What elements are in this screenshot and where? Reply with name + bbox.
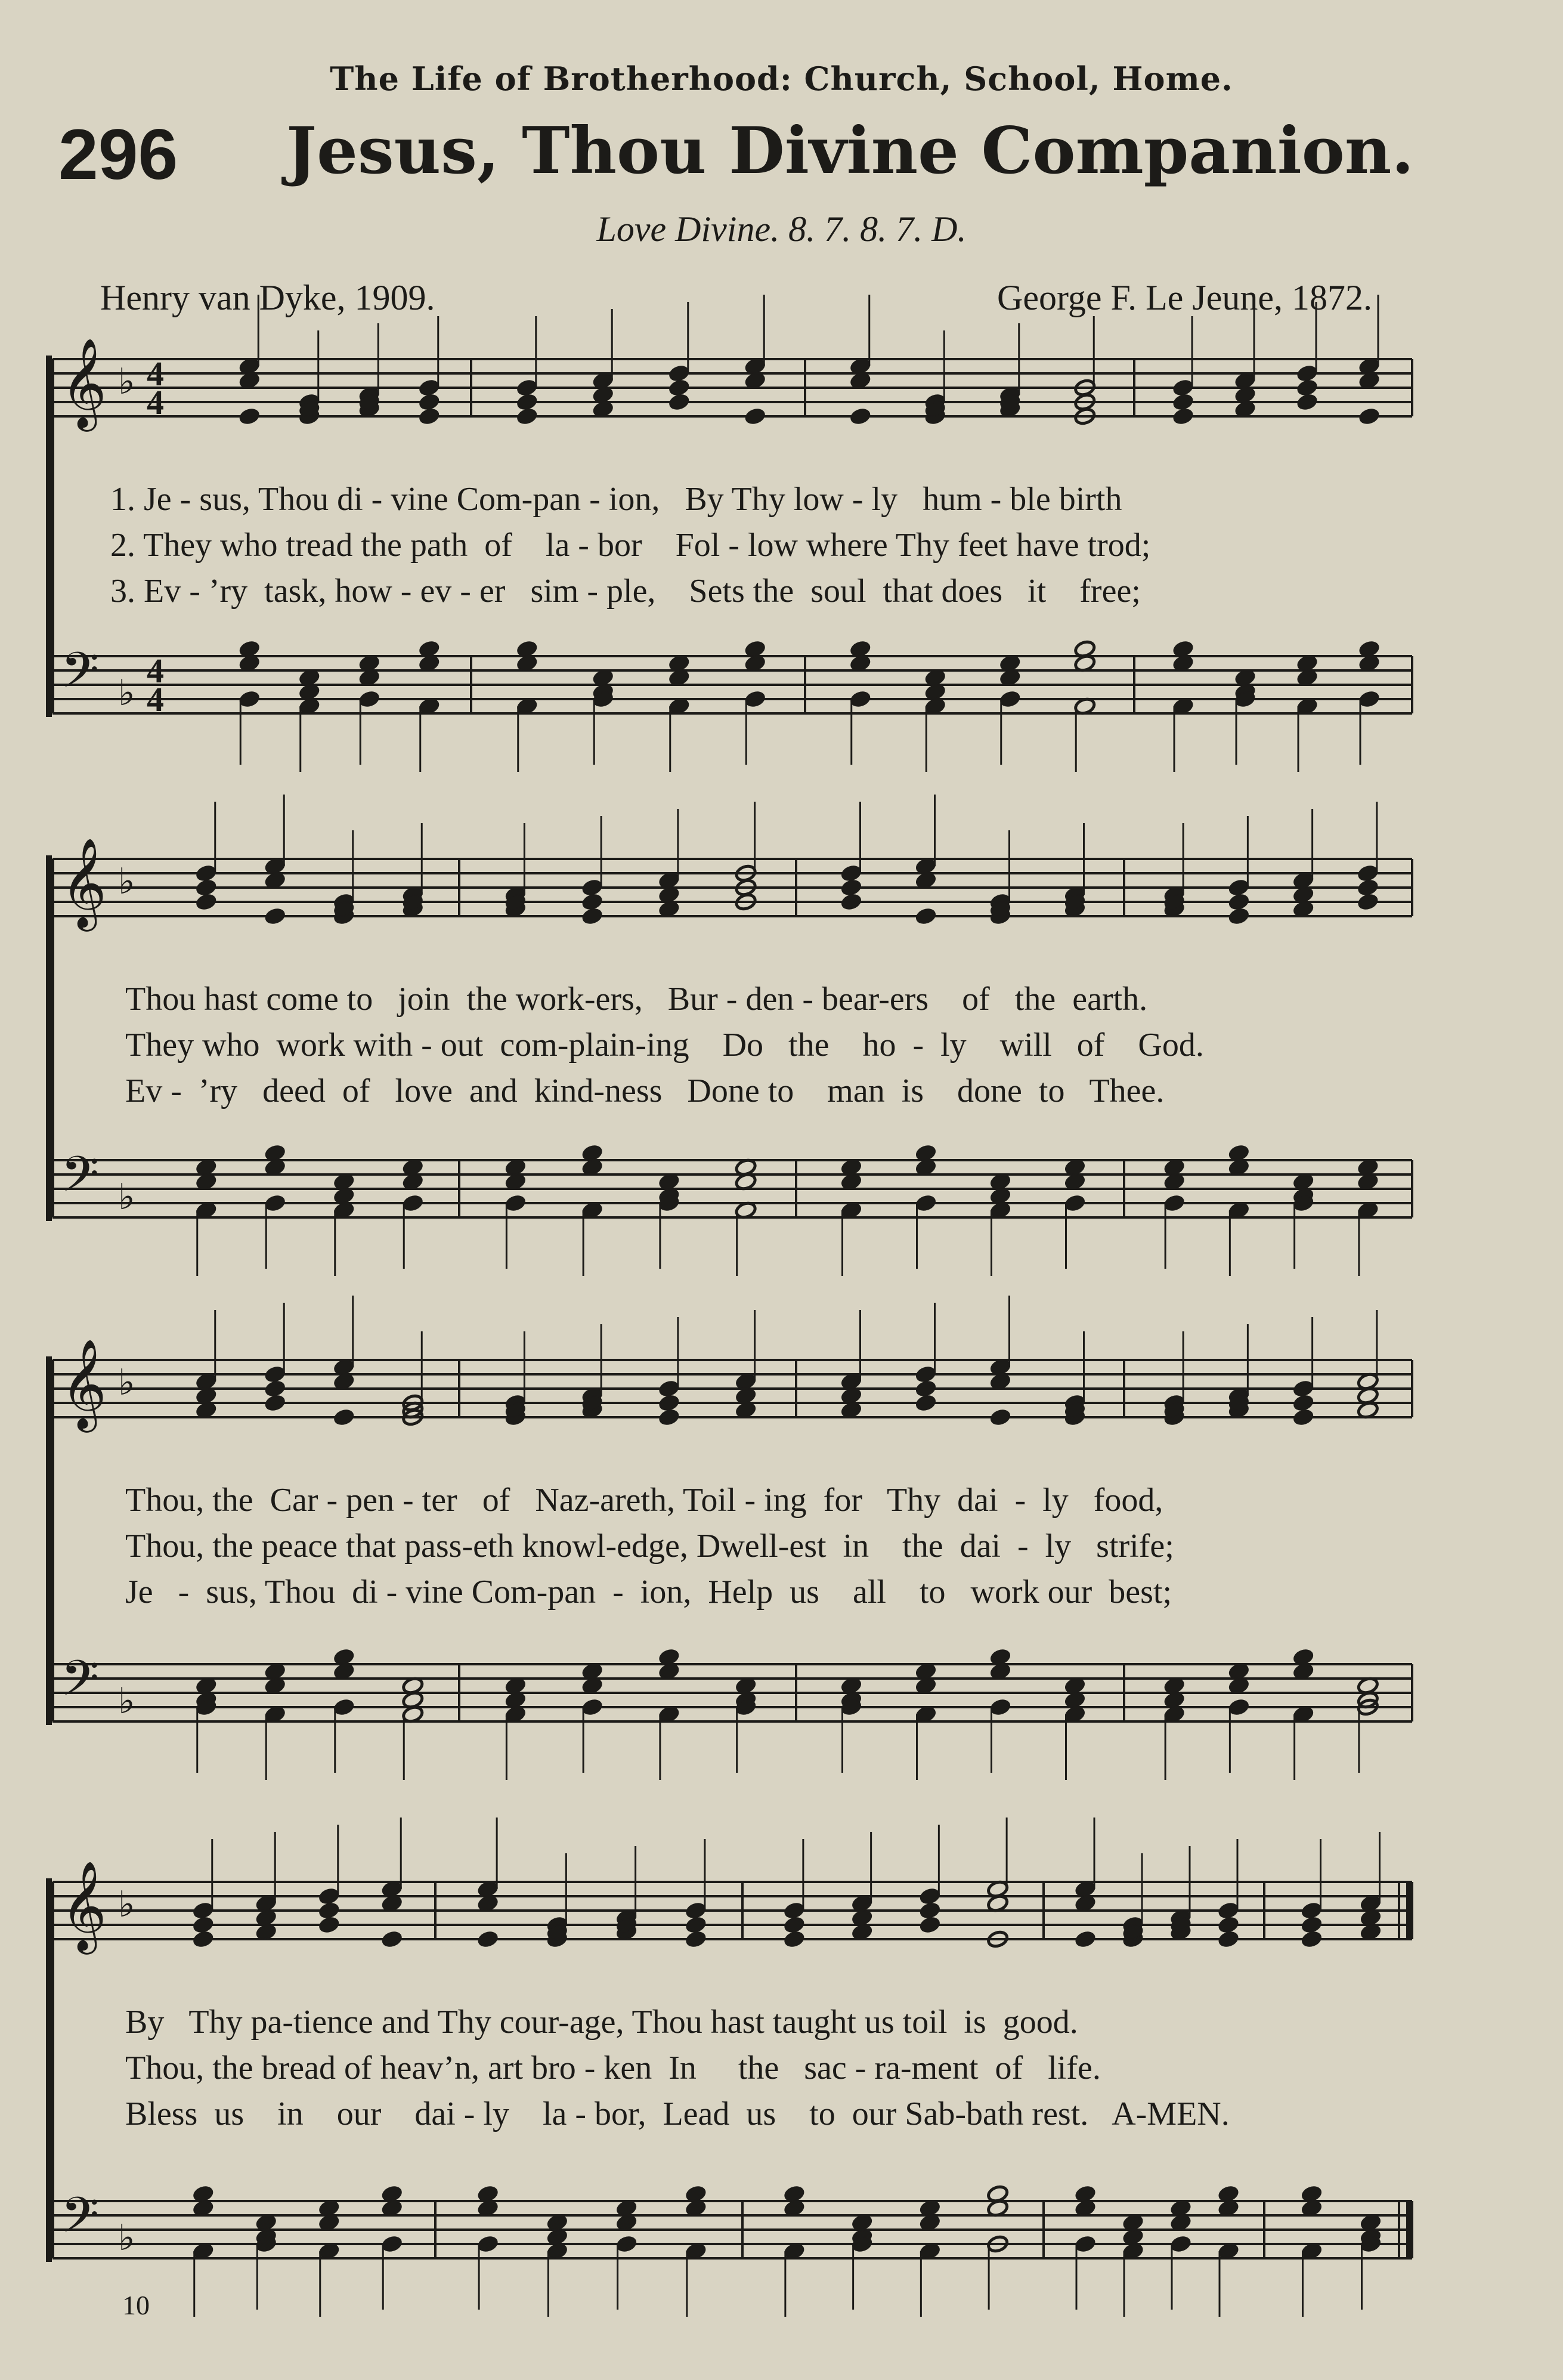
hymn-number: 296 (58, 115, 178, 194)
note-head (581, 878, 603, 897)
treble-clef-icon: 𝄞 (61, 337, 107, 428)
note-head (318, 1887, 341, 1906)
note-head (919, 1901, 942, 1920)
note-head (1358, 690, 1381, 709)
note-head (915, 1365, 937, 1384)
note-head (401, 1194, 424, 1213)
flat-icon: ♭ (118, 861, 135, 902)
note-head (1228, 892, 1251, 911)
note-head (685, 1915, 707, 1934)
bass-clef-icon: 𝄢 (61, 1649, 100, 1719)
note-head (840, 864, 863, 883)
note-head (1172, 407, 1194, 426)
note-head (264, 907, 286, 926)
treble-clef-icon: 𝄞 (61, 837, 107, 928)
bass-clef-icon: 𝄢 (61, 2186, 100, 2256)
note-head (1301, 1915, 1323, 1934)
note-head (783, 1915, 806, 1934)
lyric-line: 2. They who tread the path of la - bor Fol - low where Thy feet have trod; (110, 527, 1151, 564)
note-head (685, 1930, 707, 1949)
note-head (1292, 1408, 1315, 1427)
note-head (418, 378, 441, 397)
note-head (192, 1915, 215, 1934)
hymn-title: Jesus, Thou Divine Companion. (286, 113, 1414, 188)
note-head (318, 1915, 341, 1934)
note-head (581, 907, 603, 926)
note-head (1172, 378, 1194, 397)
note-head (989, 1408, 1012, 1427)
tune-name: Love Divine. 8. 7. 8. 7. D. (596, 209, 967, 249)
note-head (516, 407, 538, 426)
note-head (668, 364, 691, 383)
time-signature: 4 (147, 651, 164, 690)
note-head (919, 1915, 942, 1934)
flat-icon: ♭ (118, 1362, 135, 1404)
note-head (516, 378, 538, 397)
note-head (1357, 892, 1379, 911)
lyric-line: Bless us in our dai - ly la - bor, Lead us to our Sab-bath rest. A-MEN. (125, 2095, 1230, 2132)
note-head (581, 892, 603, 911)
note-head (1357, 864, 1379, 883)
lyric-line: By Thy pa-tience and Thy cour-age, Thou hast taught us toil is good. (125, 2004, 1078, 2041)
flat-icon: ♭ (118, 361, 135, 403)
note-head (668, 392, 691, 412)
flat-icon: ♭ (118, 1680, 135, 1722)
composer-credit: George F. Le Jeune, 1872. (997, 278, 1372, 317)
note-head (658, 1379, 680, 1398)
note-head (744, 407, 766, 426)
note-head (658, 1408, 680, 1427)
note-head (1217, 1901, 1240, 1920)
note-head (840, 892, 863, 911)
note-head (915, 1393, 937, 1412)
bass-clef-icon: 𝄢 (61, 1145, 100, 1215)
note-head (333, 1408, 355, 1427)
note-head (505, 1194, 527, 1213)
note-head (581, 1698, 603, 1717)
note-head (516, 392, 538, 412)
flat-icon: ♭ (118, 1884, 135, 1925)
note-head (1228, 1698, 1251, 1717)
flat-icon: ♭ (118, 1176, 135, 1218)
note-head (476, 2234, 499, 2254)
note-head (783, 1930, 806, 1949)
note-head (1301, 1930, 1323, 1949)
lyric-line: Ev - ’ry deed of love and kind-ness Done to man is done to Thee. (125, 1072, 1165, 1109)
bass-clef-icon: 𝄢 (61, 641, 100, 711)
page-number: 10 (122, 2290, 150, 2320)
note-head (195, 892, 218, 911)
note-head (658, 1393, 680, 1412)
note-head (264, 1393, 286, 1412)
note-head (1163, 1194, 1186, 1213)
note-head (1296, 364, 1319, 383)
note-head (1301, 1901, 1323, 1920)
author-credit: Henry van Dyke, 1909. (100, 278, 435, 317)
note-head (919, 1887, 942, 1906)
lyric-line: 3. Ev - ’ry task, how - ev - er sim - ple, Sets the soul that does it free; (110, 573, 1141, 610)
note-head (1217, 1915, 1240, 1934)
lyric-line: Thou hast come to join the work-ers, Bur - den - bear-ers of the earth. (125, 981, 1148, 1018)
note-head (1074, 2234, 1097, 2254)
note-head (744, 690, 766, 709)
note-head (849, 407, 872, 426)
note-head (238, 407, 261, 426)
note-head (1228, 878, 1251, 897)
note-head (685, 1901, 707, 1920)
note-head (195, 864, 218, 883)
note-head (380, 2234, 403, 2254)
note-head (915, 1379, 937, 1398)
lyric-line: Je - sus, Thou di - vine Com-pan - ion, Help us all to work our best; (125, 1574, 1172, 1611)
note-head (989, 1698, 1012, 1717)
note-head (418, 392, 441, 412)
note-head (1064, 1194, 1087, 1213)
note-head (1292, 1393, 1315, 1412)
note-head (1296, 392, 1319, 412)
treble-clef-icon: 𝄞 (61, 1338, 107, 1429)
note-head (915, 1194, 937, 1213)
note-head (192, 1930, 215, 1949)
lyric-line: 1. Je - sus, Thou di - vine Com-pan - ion, By Thy low - ly hum - ble birth (110, 481, 1122, 518)
note-head (1228, 907, 1251, 926)
note-head (418, 407, 441, 426)
lyric-line: Thou, the peace that pass-eth knowl-edge, Dwell-est in the dai - ly strife; (125, 1528, 1174, 1565)
time-signature: 4 (147, 354, 164, 393)
treble-clef-icon: 𝄞 (61, 1860, 107, 1951)
lyric-line: Thou, the Car - pen - ter of Naz-areth, Toil - ing for Thy dai - ly food, (125, 1482, 1163, 1519)
note-head (192, 1901, 215, 1920)
note-head (1292, 1379, 1315, 1398)
note-head (1217, 1930, 1240, 1949)
note-head (849, 690, 872, 709)
note-head (318, 1901, 341, 1920)
note-head (615, 2234, 638, 2254)
note-head (668, 378, 691, 397)
note-head (264, 1365, 286, 1384)
note-head (1169, 2234, 1192, 2254)
time-signature: 4 (147, 680, 164, 719)
note-head (358, 690, 380, 709)
time-signature: 4 (147, 383, 164, 422)
lyric-line: They who work with - out com-plain-ing Do the ho - ly will of God. (125, 1027, 1204, 1064)
section-title: The Life of Brotherhood: Church, School, Home. (330, 60, 1233, 98)
lyric-line: Thou, the bread of heav’n, art bro - ken In the sac - ra-ment of life. (125, 2050, 1101, 2087)
note-head (238, 690, 261, 709)
note-head (1172, 392, 1194, 412)
note-head (195, 878, 218, 897)
note-head (333, 1698, 355, 1717)
note-head (999, 690, 1022, 709)
note-head (264, 1194, 286, 1213)
note-head (783, 1901, 806, 1920)
flat-icon: ♭ (118, 2217, 135, 2259)
flat-icon: ♭ (118, 672, 135, 714)
note-head (1296, 378, 1319, 397)
note-head (1357, 878, 1379, 897)
note-head (380, 1930, 403, 1949)
note-head (1074, 1930, 1097, 1949)
note-head (840, 878, 863, 897)
note-head (476, 1930, 499, 1949)
note-head (915, 907, 937, 926)
note-head (1358, 407, 1381, 426)
note-head (264, 1379, 286, 1398)
